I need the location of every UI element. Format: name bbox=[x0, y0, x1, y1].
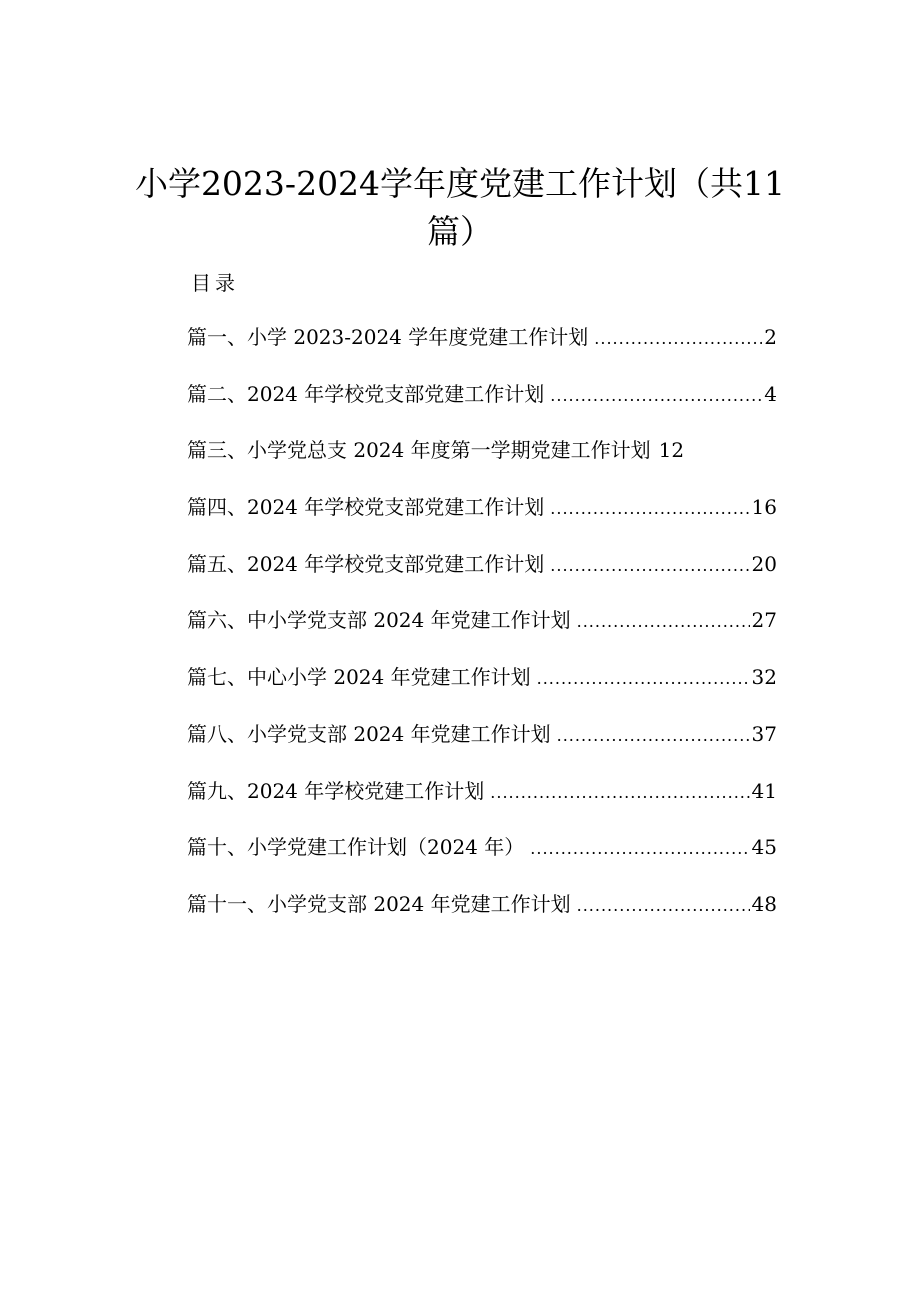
table-of-contents bbox=[187, 320, 777, 944]
toc-page-number: 37 bbox=[751, 721, 777, 746]
toc-entry-title: 篇四、2024 年学校党支部党建工作计划 bbox=[187, 495, 545, 520]
toc-entry-title: 篇八、小学党支部 2024 年党建工作计划 bbox=[187, 721, 551, 746]
title-line-1: 小学2023-2024学年度党建工作计划（共11 bbox=[134, 164, 786, 204]
toc-dot-leader bbox=[550, 492, 749, 526]
toc-page-number: 48 bbox=[751, 891, 777, 916]
toc-entry[interactable] bbox=[187, 717, 777, 774]
toc-page-number: 32 bbox=[751, 665, 777, 690]
document-title bbox=[120, 160, 800, 256]
toc-entry[interactable] bbox=[187, 547, 777, 604]
toc-entry[interactable] bbox=[187, 660, 777, 717]
toc-dot-leader bbox=[550, 549, 749, 583]
toc-page-number: 16 bbox=[751, 495, 777, 520]
toc-entry-title: 篇九、2024 年学校党建工作计划 bbox=[187, 778, 485, 803]
toc-page-number: 2 bbox=[764, 325, 777, 349]
toc-entry[interactable] bbox=[187, 603, 777, 660]
toc-entry[interactable] bbox=[187, 433, 777, 490]
toc-entry[interactable] bbox=[187, 490, 777, 547]
toc-entry-title: 篇七、中心小学 2024 年党建工作计划 bbox=[187, 665, 531, 690]
toc-dot-leader bbox=[490, 776, 749, 810]
toc-entry[interactable] bbox=[187, 320, 777, 377]
toc-entry-title: 篇三、小学党总支 2024 年度第一学期党建工作计划 bbox=[187, 438, 651, 463]
toc-dot-leader bbox=[550, 379, 762, 413]
toc-heading: 目录 bbox=[191, 271, 239, 295]
toc-entry[interactable] bbox=[187, 830, 777, 887]
toc-page-number: 45 bbox=[751, 835, 777, 860]
toc-entry[interactable] bbox=[187, 887, 777, 944]
toc-entry-title: 篇十、小学党建工作计划（2024 年） bbox=[187, 835, 525, 860]
toc-page-number: 4 bbox=[764, 381, 777, 406]
toc-dot-leader bbox=[577, 889, 750, 923]
toc-entry-title: 篇十一、小学党支部 2024 年党建工作计划 bbox=[187, 891, 571, 916]
toc-entry-title: 篇六、中小学党支部 2024 年党建工作计划 bbox=[187, 608, 571, 633]
toc-page-number: 41 bbox=[751, 778, 777, 803]
toc-entry[interactable] bbox=[187, 377, 777, 434]
toc-page-number: 12 bbox=[658, 438, 685, 463]
toc-dot-leader bbox=[530, 832, 749, 866]
toc-entry-title: 篇五、2024 年学校党支部党建工作计划 bbox=[187, 551, 545, 576]
toc-entry[interactable] bbox=[187, 774, 777, 831]
toc-dot-leader bbox=[577, 605, 750, 639]
title-line-2: 篇） bbox=[427, 212, 493, 252]
toc-entry-title: 篇一、小学 2023-2024 学年度党建工作计划 bbox=[187, 325, 589, 349]
toc-page-number: 27 bbox=[751, 608, 777, 633]
toc-dot-leader bbox=[557, 719, 750, 753]
toc-dot-leader bbox=[594, 322, 762, 356]
toc-page-number: 20 bbox=[751, 551, 777, 576]
toc-entry-title: 篇二、2024 年学校党支部党建工作计划 bbox=[187, 381, 545, 406]
toc-dot-leader bbox=[537, 662, 750, 696]
